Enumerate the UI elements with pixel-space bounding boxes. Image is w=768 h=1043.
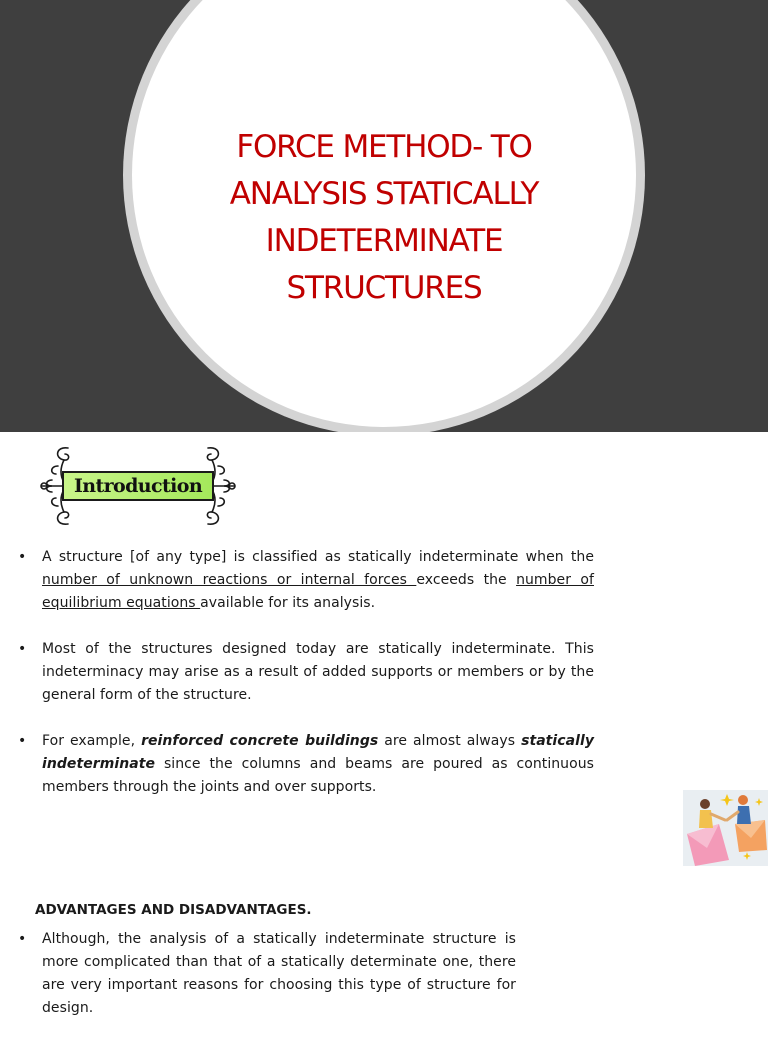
bullet-icon: • (18, 641, 27, 657)
bullet-icon: • (18, 733, 27, 749)
bullet-text: available for its analysis. (200, 595, 376, 611)
underlined-phrase: number of unknown reactions or internal forces (42, 572, 417, 588)
list-item (18, 928, 516, 1020)
list-item (18, 730, 594, 799)
emphasis-phrase: statically indeterminate (42, 733, 594, 772)
emphasis-phrase: reinforced concrete buildings (141, 733, 379, 749)
handshake-clipart-icon (683, 790, 768, 866)
bullet-text: since the columns and beams are poured as continuous members through the joints and over supports. (42, 756, 594, 795)
bullet-icon: • (18, 549, 27, 565)
underlined-phrase: number of equilibrium equations (42, 572, 594, 611)
introduction-banner: Introduction (62, 471, 214, 501)
list-item (18, 546, 594, 615)
advantages-bullet-list (18, 928, 516, 1043)
section-heading: ADVANTAGES AND DISADVANTAGES. (35, 902, 312, 918)
intro-bullet-list (18, 546, 594, 822)
slide-title: FORCE METHOD- TO ANALYSIS STATICALLY INDETERMINATE STRUCTURES (229, 129, 539, 306)
bullet-text: exceeds the (416, 572, 517, 588)
bullet-text: A structure [of any type] is classified as statically indeterminate when the (42, 549, 594, 565)
bullet-text: are almost always (378, 733, 522, 749)
bullet-text: Although, the analysis of a statically indeterminate structure is more complicated than that of a statically determinate one, there are very important reasons for choosing this type of structure for design. (42, 931, 516, 1016)
bullet-text: Most of the structures designed today are statically indeterminate. This indeterminacy may arise as a result of added supports or members or by the general form of the structure. (42, 641, 594, 703)
bullet-text: For example, (42, 733, 142, 749)
list-item (18, 638, 594, 707)
bullet-icon: • (18, 931, 27, 947)
title-slide (0, 0, 768, 432)
